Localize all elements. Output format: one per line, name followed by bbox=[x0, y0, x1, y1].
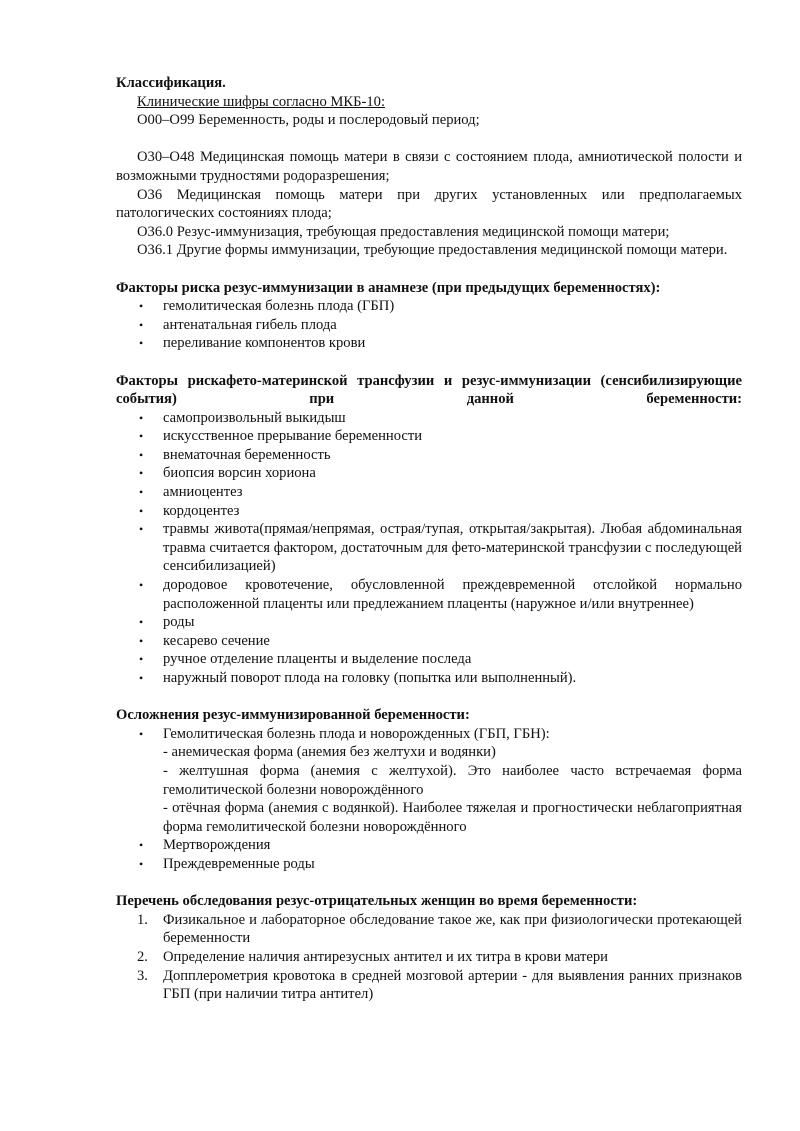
bullet-icon: • bbox=[139, 299, 144, 314]
spacer bbox=[116, 688, 742, 707]
bullet-icon: • bbox=[139, 856, 144, 871]
bullet-icon: • bbox=[139, 522, 144, 537]
icd-code: О36.0 Резус-иммунизация, требующая предоставления медицинской помощи матери; bbox=[137, 223, 670, 240]
sub-item: - анемическая форма (анемия без желтухи и водянки) bbox=[163, 744, 496, 761]
document-page bbox=[116, 74, 742, 1004]
list-number: 3. bbox=[137, 967, 148, 984]
list-item: • роды bbox=[139, 614, 195, 631]
bullet-icon: • bbox=[139, 410, 144, 425]
risk-current-list bbox=[116, 409, 742, 688]
list-item: • дородовое кровотечение, обусловленной преждевременной отслойкой нормально расположенной плаценты или предлежанием плаценты (наружное и/или внутреннее) bbox=[139, 577, 742, 612]
bullet-icon: • bbox=[139, 317, 144, 332]
bullet-icon: • bbox=[139, 578, 144, 593]
list-item: • гемолитическая болезнь плода (ГБП) bbox=[139, 298, 395, 315]
examination-heading: Перечень обследования резус-отрицательных женщин во время беременности: bbox=[116, 893, 638, 910]
icd-code: О36.1 Другие формы иммунизации, требующие предоставления медицинской помощи матери. bbox=[137, 242, 728, 259]
risk-history-list bbox=[116, 297, 742, 353]
list-item: • травмы живота(прямая/непрямая, острая/тупая, открытая/закрытая). Любая абдоминальная травма считается фактором, достаточным для фето-материнской трансфузии с последующей сенсибилизацией) bbox=[139, 521, 742, 575]
icd-code: О30–О48 Медицинская помощь матери в связи с состоянием плода, амниотической полости и возможными трудностями родоразрешения; bbox=[116, 149, 742, 184]
spacer bbox=[116, 130, 742, 149]
risk-current-heading-line1 bbox=[116, 372, 742, 409]
icd-subheading: Клинические шифры согласно МКБ-10: bbox=[137, 93, 385, 110]
list-item: 3. Допплерометрия кровотока в средней мозговой артерии - для выявления ранних признаков ГБП (при наличии титра антител) bbox=[137, 967, 742, 1003]
icd-code: О00–О99 Беременность, роды и послеродовый период; bbox=[137, 112, 480, 129]
bullet-icon: • bbox=[139, 615, 144, 630]
bullet-icon: • bbox=[139, 633, 144, 648]
list-item: • биопсия ворсин хориона bbox=[139, 465, 316, 482]
list-item: 1. Физикальное и лабораторное обследование такое же, как при физиологически протекающей беременности bbox=[137, 911, 742, 947]
bullet-icon: • bbox=[139, 503, 144, 518]
list-item: • Мертворождения bbox=[139, 837, 271, 854]
complications-list bbox=[116, 725, 742, 744]
bullet-icon: • bbox=[139, 429, 144, 444]
sub-item: - отёчная форма (анемия с водянкой). Наиболее тяжелая и прогностически неблагоприятная форма гемолитической болезни новорождённого bbox=[163, 800, 742, 835]
list-item: • Преждевременные роды bbox=[139, 855, 315, 872]
examination-list bbox=[116, 911, 742, 1004]
spacer bbox=[116, 874, 742, 893]
complications-heading: Осложнения резус-иммунизированной беременности: bbox=[116, 707, 470, 724]
classification-heading: Классификация. bbox=[116, 75, 226, 91]
list-item: 2. Определение наличия антирезусных антител и их титра в крови матери bbox=[137, 948, 608, 965]
complications-list-cont bbox=[116, 836, 742, 873]
spacer bbox=[116, 353, 742, 372]
list-item: • Гемолитическая болезнь плода и новорожденных (ГБП, ГБН): bbox=[139, 725, 550, 742]
bullet-icon: • bbox=[139, 838, 144, 853]
bullet-icon: • bbox=[139, 485, 144, 500]
list-item: • амниоцентез bbox=[139, 484, 243, 501]
bullet-icon: • bbox=[139, 671, 144, 685]
risk-current-heading: Факторы рискафето-материнской трансфузии и резус-иммунизации (сенсибилизирующие события) при данной беременности: bbox=[116, 372, 742, 408]
list-item: • кесарево сечение bbox=[139, 632, 270, 649]
list-item: • кордоцентез bbox=[139, 502, 240, 519]
spacer bbox=[116, 260, 742, 279]
list-item: • переливание компонентов крови bbox=[139, 335, 366, 352]
bullet-icon: • bbox=[139, 466, 144, 481]
list-item: • внематочная беременность bbox=[139, 446, 331, 463]
list-number: 1. bbox=[137, 911, 148, 928]
sub-item: - желтушная форма (анемия с желтухой). Это наиболее часто встречаемая форма гемолитической болезни новорождённого bbox=[163, 762, 742, 798]
bullet-icon: • bbox=[139, 336, 144, 351]
list-item: • искусственное прерывание беременности bbox=[139, 428, 423, 445]
list-item: • антенатальная гибель плода bbox=[139, 316, 337, 333]
bullet-icon: • bbox=[139, 447, 144, 462]
list-item: • ручное отделение плаценты и выделение последа bbox=[139, 651, 472, 668]
list-item: • самопроизвольный выкидыш bbox=[139, 409, 346, 426]
list-item: • наружный поворот плода на головку (попытка или выполненный). bbox=[139, 670, 577, 686]
icd-code: О36 Медицинская помощь матери при других установленных или предполагаемых патологических состояниях плода; bbox=[116, 186, 742, 222]
bullet-icon: • bbox=[139, 652, 144, 667]
list-number: 2. bbox=[137, 948, 148, 965]
bullet-icon: • bbox=[139, 726, 144, 741]
risk-history-heading: Факторы риска резус-иммунизации в анамнезе (при предыдущих беременностях): bbox=[116, 279, 661, 296]
